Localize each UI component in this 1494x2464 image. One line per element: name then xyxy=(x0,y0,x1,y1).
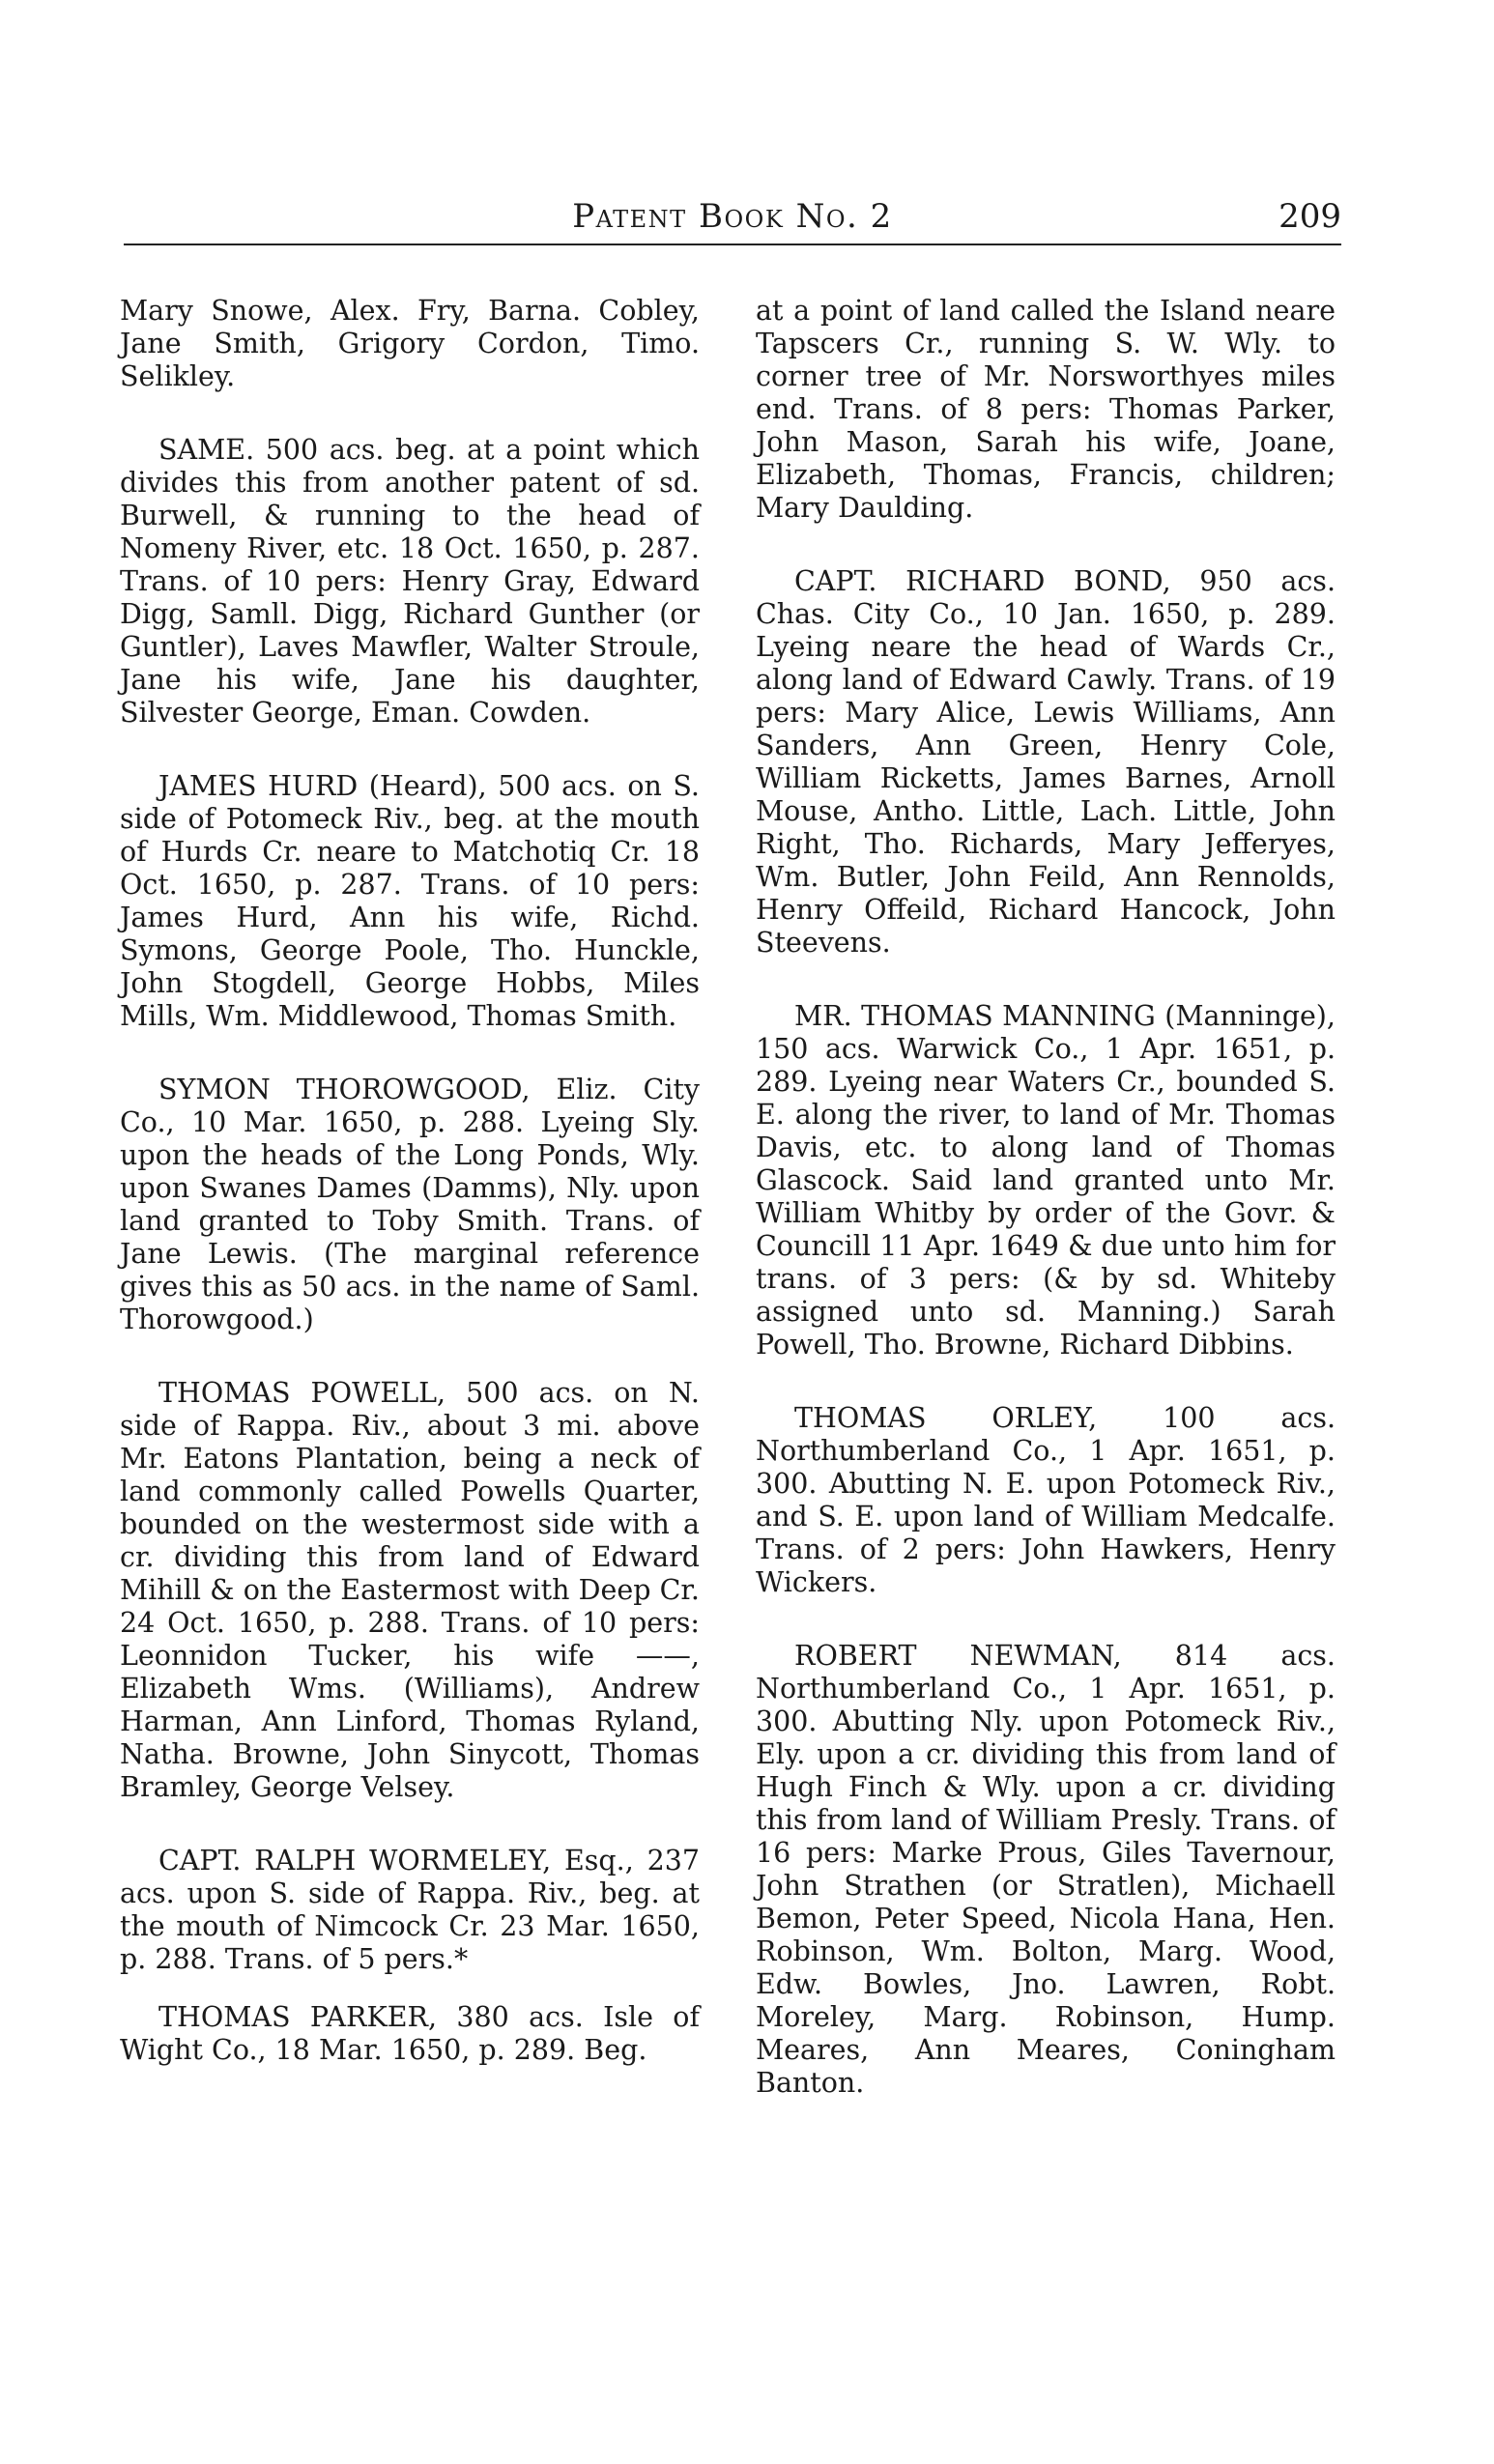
entry-richard-bond: CAPT. RICHARD BOND, 950 acs. Chas. City Co., 10 Jan. 1650, p. 289. Lyeing neare the head of Wards Cr., along land of Edward Cawly. Trans. of 19 pers: Mary Alice, Lewis Williams, Ann Sanders, Ann Green, Henry Cole, William Ricketts, James Barnes, Arnoll Mouse, Antho. Little, Lach. Little, John Right, Tho. Richards, Mary Jefferyes, Wm. Butler, John Feild, Ann Rennolds, Henry Offeild, Richard Hancock, John Steevens. xyxy=(756,565,1336,959)
entry-continuation: Mary Snowe, Alex. Fry, Barna. Cobley, Jane Smith, Grigory Cordon, Timo. Selikley. xyxy=(120,295,700,392)
entry-thomas-parker-continued: at a point of land called the Island neare Tapscers Cr., running S. W. Wly. to corner tree of Mr. Norsworthyes miles end. Trans. of 8 pers: Thomas Parker, John Mason, Sarah his wife, Joane, Elizabeth, Thomas, Francis, children; Mary Daulding. xyxy=(756,295,1336,524)
left-column xyxy=(120,295,700,2107)
entry-robert-newman: ROBERT NEWMAN, 814 acs. Northumberland Co., 1 Apr. 1651, p. 300. Abutting Nly. upon Potomeck Riv., Ely. upon a cr. dividing this from land of Hugh Finch & Wly. upon a cr. dividing this from land of William Presly. Trans. of 16 pers: Marke Prous, Giles Tavernour, John Strathen (or Stratlen), Michaell Bemon, Peter Speed, Nicola Hana, Hen. Robinson, Wm. Bolton, Marg. Wood, Edw. Bowles, Jno. Lawren, Robt. Moreley, Marg. Robinson, Hump. Meares, Ann Meares, Coningham Banton. xyxy=(756,1640,1336,2099)
running-title: Patent Book No. 2 xyxy=(572,197,893,236)
entry-thomas-powell: THOMAS POWELL, 500 acs. on N. side of Rappa. Riv., about 3 mi. above Mr. Eatons Plantation, being a neck of land commonly called Powells Quarter, bounded on the westermost side with a cr. dividing this from land of Edward Mihill & on the Eastermost with Deep Cr. 24 Oct. 1650, p. 288. Trans. of 10 pers: Leonnidon Tucker, his wife ——, Elizabeth Wms. (Williams), Andrew Harman, Ann Linford, Thomas Ryland, Natha. Browne, John Sinycott, Thomas Bramley, George Velsey. xyxy=(120,1377,700,1803)
entry-thomas-manning: MR. THOMAS MANNING (Manninge), 150 acs. Warwick Co., 1 Apr. 1651, p. 289. Lyeing near Waters Cr., bounded S. E. along the river, to land of Mr. Thomas Davis, etc. to along land of Thomas Glascock. Said land granted unto Mr. William Whitby by order of the Govr. & Councill 11 Apr. 1649 & due unto him for trans. of 3 pers: (& by sd. Whiteby assigned unto sd. Manning.) Sarah Powell, Tho. Browne, Richard Dibbins. xyxy=(756,1000,1336,1361)
right-column xyxy=(756,295,1336,2140)
running-header xyxy=(124,193,1341,245)
entry-thomas-parker: THOMAS PARKER, 380 acs. Isle of Wight Co., 18 Mar. 1650, p. 289. Beg. xyxy=(120,2001,700,2066)
entry-james-hurd: JAMES HURD (Heard), 500 acs. on S. side of Potomeck Riv., beg. at the mouth of Hurds Cr. neare to Matchotiq Cr. 18 Oct. 1650, p. 287. Trans. of 10 pers: James Hurd, Ann his wife, Richd. Symons, George Poole, Tho. Hunckle, John Stogdell, George Hobbs, Miles Mills, Wm. Middlewood, Thomas Smith. xyxy=(120,770,700,1032)
page-number: 209 xyxy=(1279,197,1341,236)
entry-same: SAME. 500 acs. beg. at a point which divides this from another patent of sd. Burwell, & running to the head of Nomeny River, etc. 18 Oct. 1650, p. 287. Trans. of 10 pers: Henry Gray, Edward Digg, Samll. Digg, Richard Gunther (or Guntler), Laves Mawfler, Walter Stroule, Jane his wife, Jane his daughter, Silvester George, Eman. Cowden. xyxy=(120,434,700,729)
entry-symon-thorowgood: SYMON THOROWGOOD, Eliz. City Co., 10 Mar. 1650, p. 288. Lyeing Sly. upon the heads of the Long Ponds, Wly. upon Swanes Dames (Damms), Nly. upon land granted to Toby Smith. Trans. of Jane Lewis. (The marginal reference gives this as 50 acs. in the name of Saml. Thorowgood.) xyxy=(120,1074,700,1335)
entry-thomas-orley: THOMAS ORLEY, 100 acs. Northumberland Co., 1 Apr. 1651, p. 300. Abutting N. E. upon Potomeck Riv., and S. E. upon land of William Medcalfe. Trans. of 2 pers: John Hawkers, Henry Wickers. xyxy=(756,1402,1336,1598)
entry-ralph-wormeley: CAPT. RALPH WORMELEY, Esq., 237 acs. upon S. side of Rappa. Riv., beg. at the mouth of Nimcock Cr. 23 Mar. 1650, p. 288. Trans. of 5 pers.* xyxy=(120,1845,700,1975)
